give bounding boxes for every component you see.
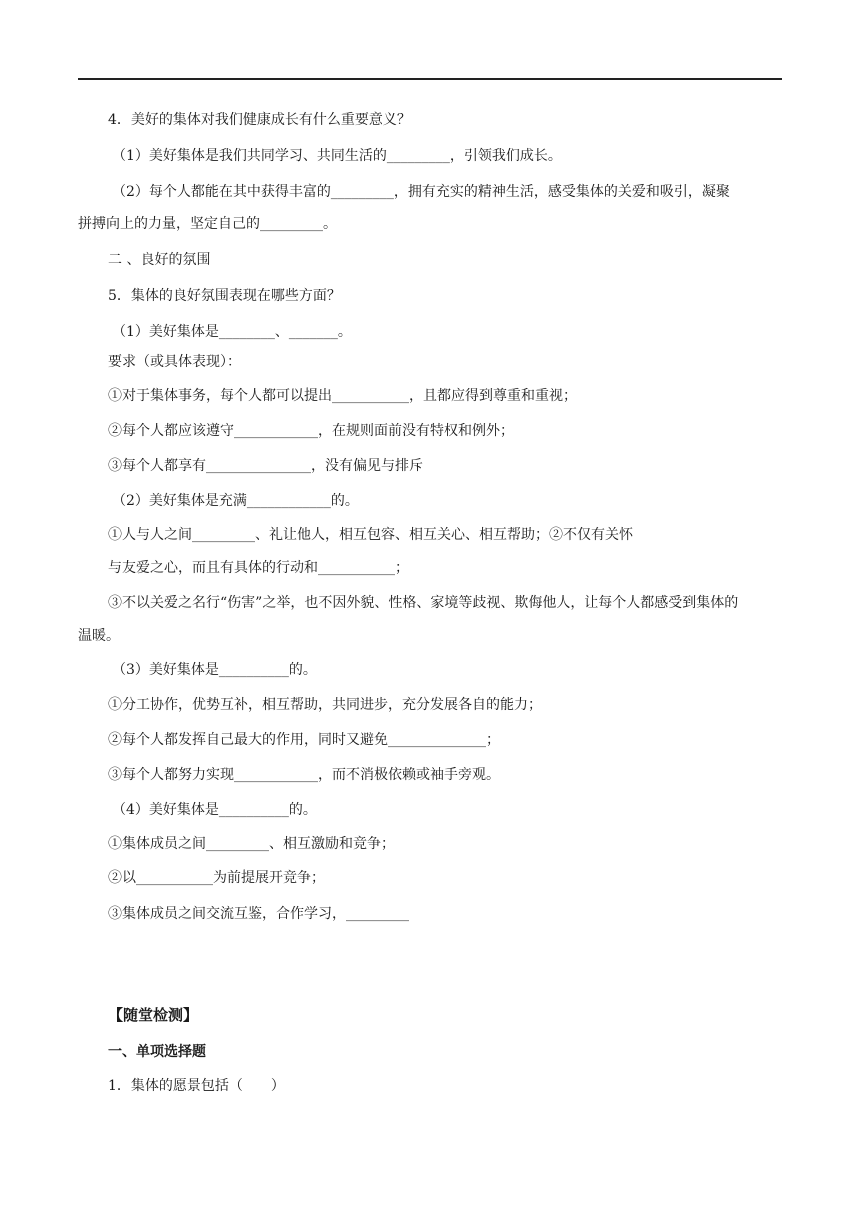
question-4: 4．美好的集体对我们健康成长有什么重要意义？ xyxy=(108,112,411,128)
text-line: ①分工协作，优势互补，相互帮助，共同进步，充分发展各自的能力； xyxy=(108,697,542,713)
text-line: （2）美好集体是充满____________的。 xyxy=(112,493,359,509)
question-1: 1．集体的愿景包括（ ） xyxy=(108,1078,285,1094)
header-rule xyxy=(78,78,782,80)
text-line: ①对于集体事务，每个人都可以提出___________，且都应得到尊重和重视； xyxy=(108,388,577,404)
text-line: 温暖。 xyxy=(78,628,120,644)
question-5: 5．集体的良好氛围表现在哪些方面？ xyxy=(108,288,341,304)
text-line: （3）美好集体是__________的。 xyxy=(112,662,317,678)
text-line: ③不以关爱之名行“伤害”之举，也不因外貌、性格、家境等歧视、欺侮他人，让每个人都感受到集体的 xyxy=(108,595,739,611)
text-line: （2）每个人都能在其中获得丰富的_________，拥有充实的精神生活，感受集体的关爱和吸引，凝聚 xyxy=(112,184,730,200)
text-line: ②每个人都发挥自己最大的作用，同时又避免______________； xyxy=(108,732,500,748)
text-line: ①人与人之间_________、礼让他人，相互包容、相互关心、相互帮助；②不仅有关怀 xyxy=(108,527,633,543)
text-line: （1）美好集体是________、_______。 xyxy=(112,324,352,340)
section-title: 【随堂检测】 xyxy=(108,1006,199,1024)
text-line: ②每个人都应该遵守____________，在规则面前没有特权和例外； xyxy=(108,423,514,439)
text-line: ③集体成员之间交流互鉴，合作学习，_________ xyxy=(108,906,409,922)
section-heading: 二 、良好的氛围 xyxy=(108,252,211,268)
text-line: （1）美好集体是我们共同学习、共同生活的_________，引领我们成长。 xyxy=(112,148,562,164)
text-line: 与友爱之心，而且有具体的行动和___________； xyxy=(108,560,409,576)
text-line: ②以___________为前提展开竞争； xyxy=(108,870,325,886)
text-line: 要求（或具体表现）： xyxy=(108,354,241,370)
text-line: （4）美好集体是__________的。 xyxy=(112,802,317,818)
text-line: 拼搏向上的力量，坚定自己的_________。 xyxy=(78,216,337,232)
text-line: ①集体成员之间_________、相互激励和竞争； xyxy=(108,836,395,852)
text-line: ③每个人都享有_______________，没有偏见与排斥 xyxy=(108,458,423,474)
subsection-title: 一、单项选择题 xyxy=(108,1044,206,1060)
text-line: ③每个人都努力实现____________，而不消极依赖或袖手旁观。 xyxy=(108,767,500,783)
